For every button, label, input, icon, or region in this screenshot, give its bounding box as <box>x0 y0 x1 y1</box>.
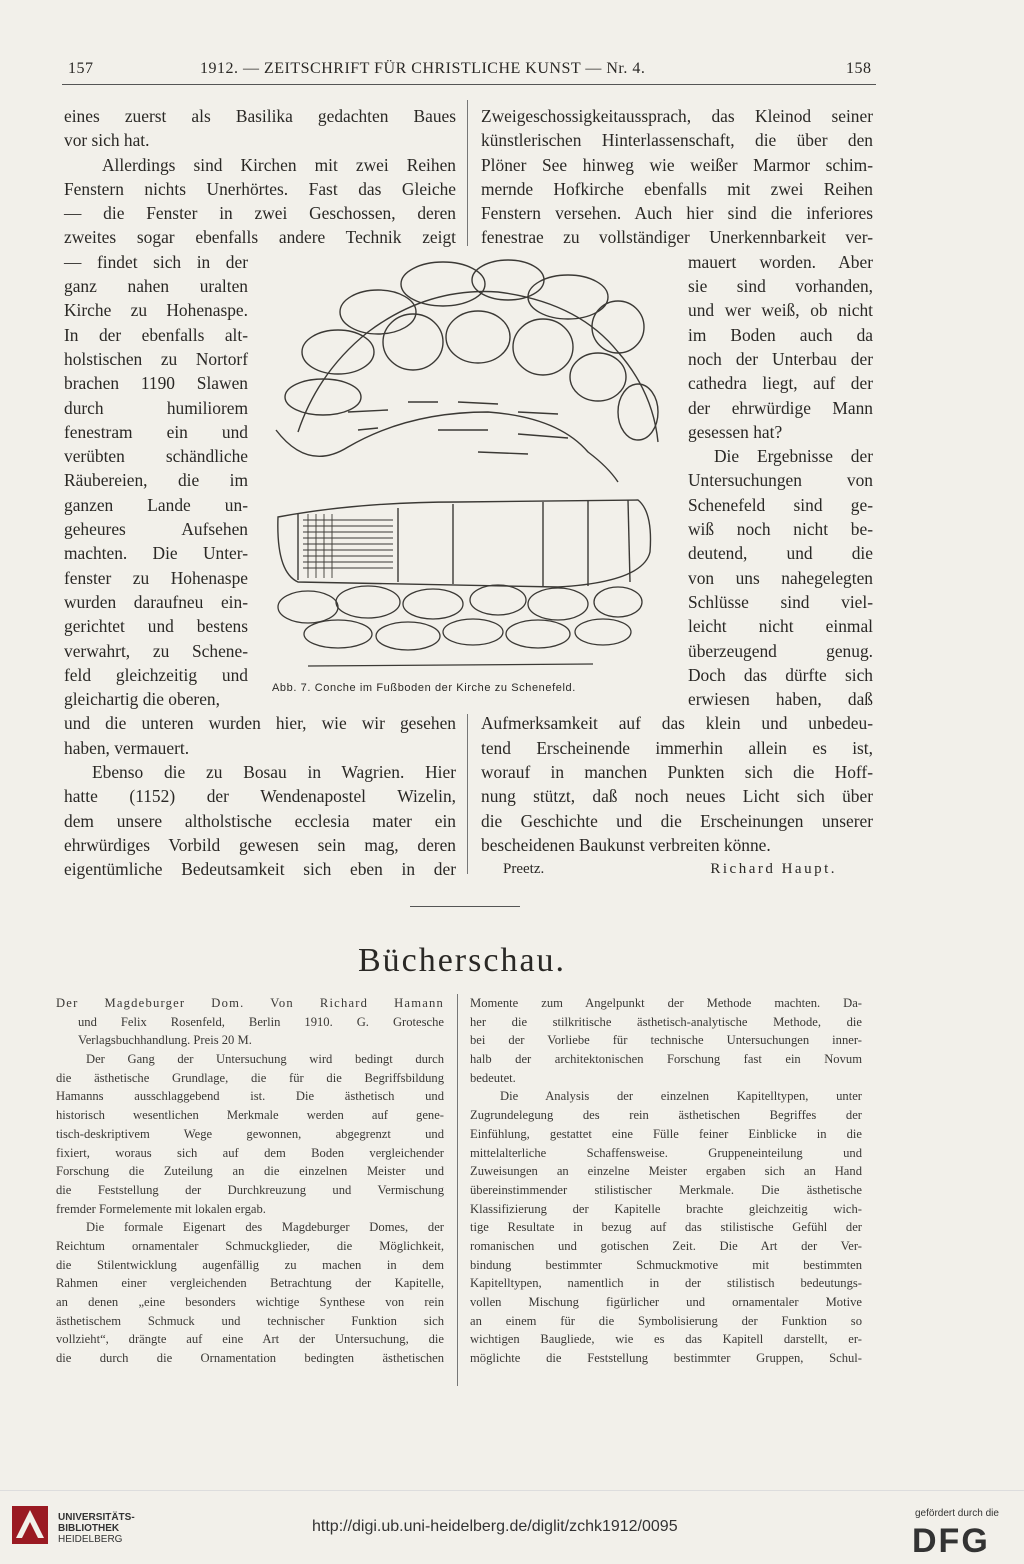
text-line: vor sich hat. <box>64 130 150 151</box>
text-line: Kapitelltypen, namentlich in der stilistisch bedeutungs- <box>470 1276 862 1291</box>
text-line: Der Magdeburger Dom. Von Richard Hamann <box>56 996 444 1010</box>
text-line: nung stützt, daß noch neues Licht sich über <box>481 786 873 807</box>
running-title: 1912. — ZEITSCHRIFT FÜR CHRISTLICHE KUNST — Nr. 4. <box>200 60 646 77</box>
text-line: mittelalterliche Schaffensweise. Gruppeneinteilung und <box>470 1145 862 1160</box>
source-url-link[interactable]: http://digi.ub.uni-heidelberg.de/diglit/zchk1912/0095 <box>312 1518 678 1535</box>
text-line: bindung bestimmter Schmuckmotive mit bestimmten <box>470 1257 862 1272</box>
signature-place: Preetz. <box>503 861 545 878</box>
text-line: Fenstern versehen. Auch hier sind die inferiores <box>481 203 873 224</box>
text-line: halb der architektonischen Forschung fast ein Novum <box>470 1052 862 1067</box>
text-line: künstlerischen Hinterlassenschaft, die über den <box>481 130 873 151</box>
text-line: Zweigeschossigkeitaussprach, das Kleinod seiner <box>481 106 873 126</box>
text-line: möglichte die Feststellung bestimmter Gruppen, Schul- <box>470 1351 862 1366</box>
text-line: im Boden auch da <box>688 324 873 345</box>
text-line: Ebenso die zu Bosau in Wagrien. Hier <box>92 762 456 783</box>
text-line: Fenstern nichts Unerhörtes. Fast das Gleiche <box>64 178 456 199</box>
text-line: Schlüsse sind viel- <box>688 591 873 612</box>
review-right-column <box>470 994 862 1368</box>
text-line: Klassifizierung der Kapitelle brachte gleichzeitig wich- <box>470 1201 862 1216</box>
text-line: Kirche zu Hohenaspe. <box>64 300 248 321</box>
text-line: Rahmen einer vergleichenden Betrachtung der Kapitelle, <box>56 1276 444 1291</box>
text-line: und wer weiß, ob nicht <box>688 300 873 321</box>
text-line: ehrwürdiges Vorbild gewesen sein mag, deren <box>64 834 456 855</box>
text-line: Die Analysis der einzelnen Kapitelltypen, unter <box>500 1089 862 1104</box>
page-number-right: 158 <box>846 60 872 77</box>
library-name-line: BIBLIOTHEK <box>58 1523 120 1534</box>
text-line: fixiert, woraus sich auf dem Boden vergleichender <box>56 1145 444 1160</box>
text-line: fenster zu Hohenaspe <box>64 567 248 588</box>
review-column-divider <box>457 994 458 1386</box>
text-line: cathedra liegt, auf der <box>688 373 873 394</box>
section-title: Bücherschau. <box>357 942 567 979</box>
text-line: Doch das dürfte sich <box>688 664 873 685</box>
library-name-line: HEIDELBERG <box>58 1534 123 1545</box>
text-line: Räubereien, die im <box>64 470 248 491</box>
text-line: tend Erscheinende immerhin allein es ist, <box>481 737 873 758</box>
text-line: feld gleichzeitig und <box>64 664 248 685</box>
text-line: mauert worden. Aber <box>688 251 873 272</box>
text-line: überzeugend genug. <box>688 640 873 661</box>
text-line: Der Gang der Untersuchung wird bedingt durch <box>86 1052 444 1067</box>
text-line: — die Fenster in zwei Geschossen, deren <box>64 203 456 224</box>
apse-foundation-drawing <box>258 252 678 672</box>
text-line: Allerdings sind Kirchen mit zwei Reihen <box>102 154 456 175</box>
library-name-line: UNIVERSITÄTS- <box>58 1512 135 1523</box>
text-line: worauf in manchen Punkten sich die Hoff- <box>481 762 873 783</box>
text-line: verübten schändliche <box>64 446 248 467</box>
funded-by-label: gefördert durch die <box>915 1508 999 1519</box>
column-divider-bottom <box>467 714 468 874</box>
text-line: machten. Die Unter- <box>64 543 248 564</box>
text-line: In der ebenfalls alt- <box>64 324 248 345</box>
text-line: bescheidenen Baukunst verbreiten könne. <box>481 834 771 855</box>
text-line: durch humiliorem <box>64 397 248 418</box>
signature-author: Richard Haupt. <box>710 861 837 878</box>
text-line: eigentümliche Bedeutsamkeit sich eben in der <box>64 859 456 880</box>
university-library-logo-icon <box>10 1500 50 1550</box>
text-line: sie sind vorhanden, <box>688 276 873 297</box>
text-line: Reichtum ornamentaler Schmuckglieder, die Möglichkeit, <box>56 1238 444 1253</box>
text-line: ganz nahen uralten <box>64 276 248 297</box>
text-line: die Geschichte und die Erscheinungen unserer <box>481 810 873 831</box>
text-line: gesessen hat? <box>688 421 783 442</box>
text-line: Einfühlung, gestattet eine Fülle feiner Einblicke in die <box>470 1126 862 1141</box>
text-line: ästhetischem Schmuck und technischer Funktion sich <box>56 1313 444 1328</box>
text-line: Untersuchungen von <box>688 470 873 491</box>
text-line: fenestram ein und <box>64 421 248 442</box>
text-line: eines zuerst als Basilika gedachten Baues <box>64 106 456 126</box>
text-line: deutend, und die <box>688 543 873 564</box>
text-line: mernde Hofkirche ebenfalls mit zwei Reihen <box>481 178 873 199</box>
text-line: Forschung die Zuteilung an die einzelnen Meister und <box>56 1164 444 1179</box>
header-rule <box>62 84 876 85</box>
text-line: zweites sogar ebenfalls andere Technik zeigt <box>64 227 456 248</box>
text-line: und Felix Rosenfeld, Berlin 1910. G. Grotesche <box>78 1014 444 1029</box>
text-line: die Stilentwicklung augenfällig zu machen in dem <box>56 1257 444 1272</box>
text-line: von uns nahegelegten <box>688 567 873 588</box>
text-line: historisch wesentlichen Merkmale werden auf gene- <box>56 1108 444 1123</box>
text-line: holstischen zu Nortorf <box>64 348 248 369</box>
text-line: fenestrae zu vollständiger Unerkennbarkeit ver- <box>481 227 873 248</box>
text-line: verwahrt, zu Schene- <box>64 640 248 661</box>
section-rule <box>410 906 520 907</box>
text-line: gerichtet und bestens <box>64 616 248 637</box>
text-line: ganzen Lande un- <box>64 494 248 515</box>
text-line: Zugrundelegung des rein ästhetischen Begriffes der <box>470 1108 862 1123</box>
text-line: Verlagsbuchhandlung. Preis 20 M. <box>78 1033 252 1048</box>
text-line: an denen „eine besonders wichtige Synthese von rein <box>56 1295 444 1309</box>
text-line: wichtigen Baugliede, wie es das Kapitell darstellt, er- <box>470 1332 862 1347</box>
text-line: noch der Unterbau der <box>688 348 873 369</box>
text-line: hatte (1152) der Wendenapostel Wizelin, <box>64 786 456 807</box>
text-line: der ehrwürdige Mann <box>688 397 873 418</box>
text-line: tisch-deskriptivem Wege gewonnen, abgegrenzt und <box>56 1126 444 1141</box>
text-line: vollen Mischung figürlicher und ornamentaler Motive <box>470 1295 862 1309</box>
text-line: wurden daraufneu ein- <box>64 591 248 612</box>
text-line: geheures Aufsehen <box>64 519 248 540</box>
text-line: die durch die Ornamentation bedingten ästhetischen <box>56 1351 444 1366</box>
text-line: Die formale Eigenart des Magdeburger Domes, der <box>86 1220 444 1235</box>
text-line: dem unsere altholstische ecclesia mater ein <box>64 810 456 831</box>
text-line: Die Ergebnisse der <box>714 446 873 467</box>
text-line: und die unteren wurden hier, wie wir gesehen <box>64 713 456 734</box>
text-line: die Feststellung der Durchkreuzung und Vermischung <box>56 1182 444 1197</box>
text-line: tige Resultate in bezug auf das stilistische Gefühl der <box>470 1220 862 1235</box>
text-line: erwiesen haben, daß <box>688 689 873 710</box>
text-line: brachen 1190 Slawen <box>64 373 248 394</box>
text-line: Plöner See hinweg wie weißer Marmor schim- <box>481 154 873 175</box>
library-name <box>58 1512 135 1545</box>
text-line: an einem für die Symbolisierung der Funktion so <box>470 1313 862 1328</box>
text-line: Schenefeld sind ge- <box>688 494 873 515</box>
text-line: fremder Formelemente mit lokalen ergab. <box>56 1201 266 1216</box>
text-line: romanischen und gotischen Zeit. Die Art der Ver- <box>470 1238 862 1253</box>
text-line: übereinstimmender stilistischer Merkmale. Die ästhetische <box>470 1182 862 1197</box>
text-line: Hamanns ausschlaggebend ist. Die ästhetisch und <box>56 1089 444 1104</box>
text-line: Aufmerksamkeit auf das klein und unbedeu- <box>481 713 873 734</box>
text-line: her die stilkritische ästhetisch-analytische Methode, die <box>470 1014 862 1029</box>
text-line: Momente zum Angelpunkt der Methode machten. Da- <box>470 996 862 1010</box>
page-number-left: 157 <box>68 60 94 77</box>
text-line: wiß noch nicht be- <box>688 519 873 540</box>
text-line: bedeutet. <box>470 1070 516 1085</box>
text-line: — findet sich in der <box>64 251 248 272</box>
text-line: die ästhetische Grundlage, die für die Begriffsbildung <box>56 1070 444 1085</box>
text-line: vollzieht“, drängte auf eine Art der Untersuchung, die <box>56 1332 444 1347</box>
dfg-logo: DFG <box>912 1522 990 1560</box>
review-left-column <box>56 994 444 1368</box>
text-line: bei der Vorliebe für technische Untersuchungen inner- <box>470 1033 862 1048</box>
figure-caption: Abb. 7. Conche im Fußboden der Kirche zu Schenefeld. <box>272 682 576 694</box>
text-line: Zuweisungen an einzelne Meister ergaben sich an Hand <box>470 1164 862 1179</box>
column-divider-top <box>467 100 468 246</box>
text-line: gleichartig die oberen, <box>64 689 220 710</box>
text-line: leicht nicht einmal <box>688 616 873 637</box>
text-line: haben, vermauert. <box>64 737 190 758</box>
